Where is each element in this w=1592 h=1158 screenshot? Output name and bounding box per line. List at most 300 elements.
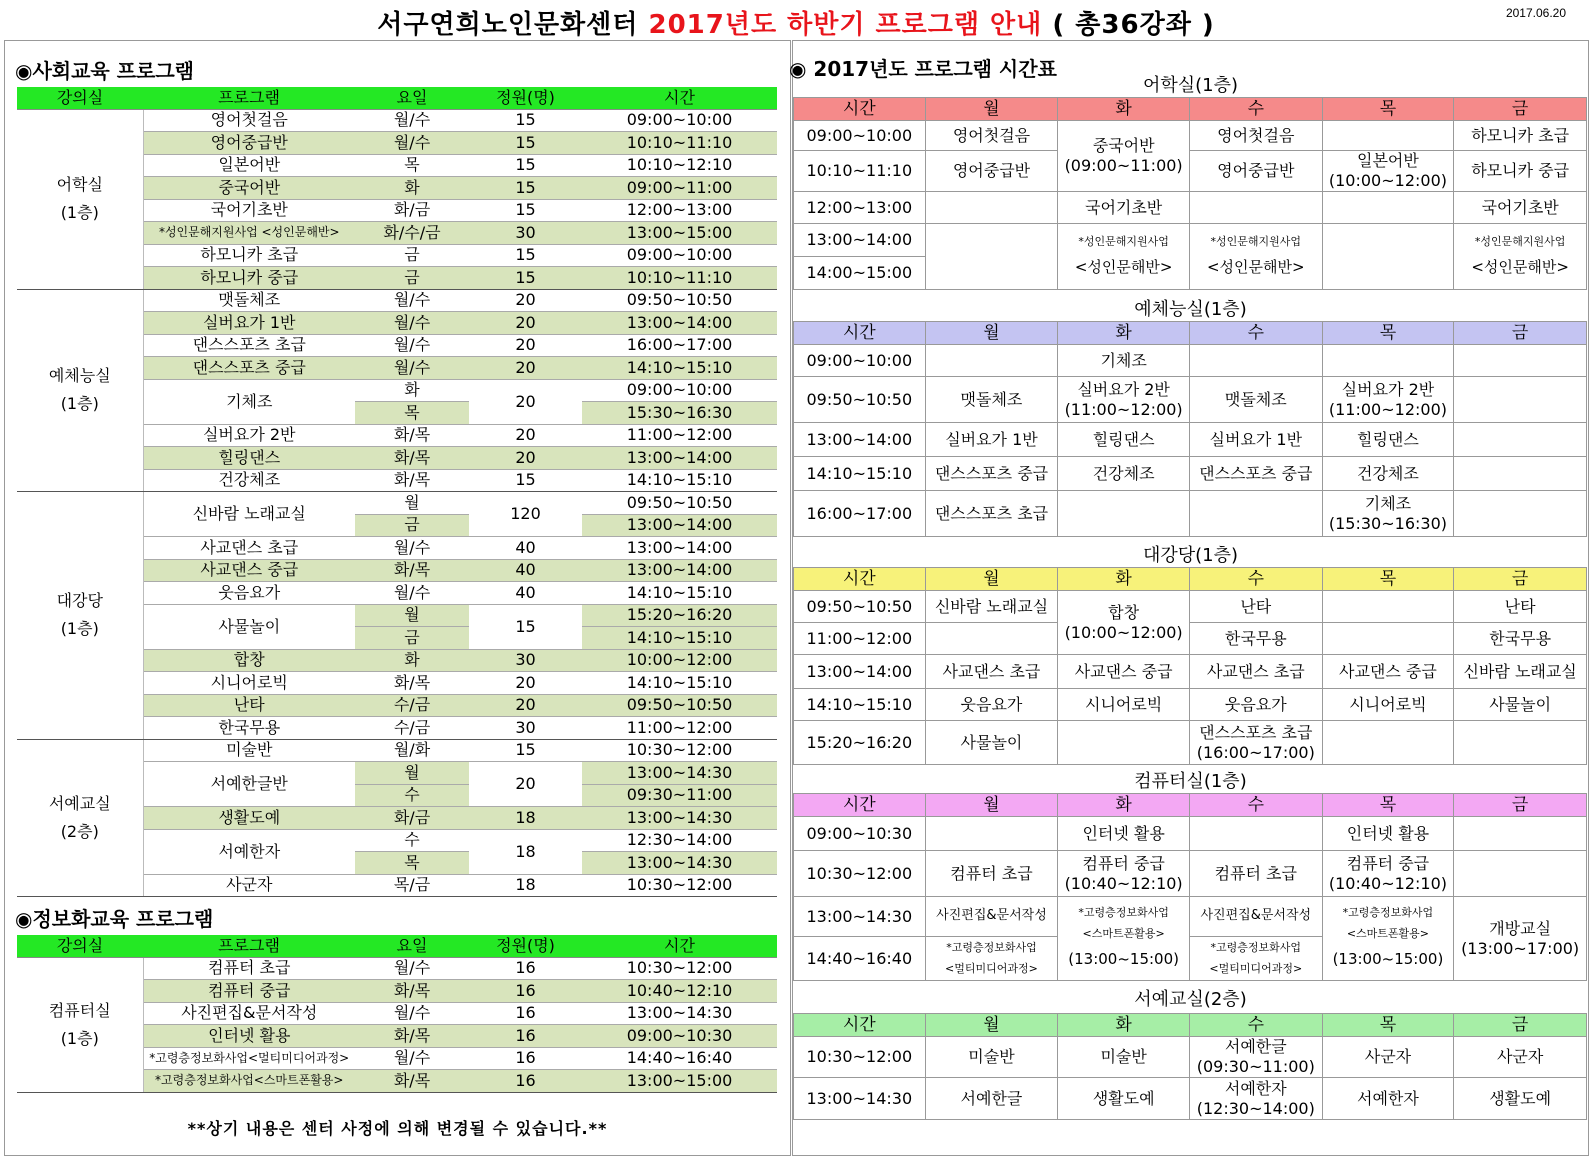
days-cell: 화 [355, 379, 469, 402]
program-cell: 사교댄스 초급 [143, 537, 355, 560]
program-cell: 맷돌체조 [143, 289, 355, 312]
capacity-cell: 15 [469, 132, 582, 155]
hdr-tue: 화 [1058, 98, 1190, 121]
time-cell: 09:50~10:50 [582, 289, 777, 312]
class-cell: 영어중급반 [925, 151, 1058, 192]
class-name: 개방교실 [1489, 918, 1552, 938]
class-cell [1189, 491, 1322, 537]
room-title-calligraphy: 서예교실(2층) [1134, 989, 1247, 1010]
class-cell [1189, 1078, 1322, 1120]
hdr-tue: 화 [1058, 322, 1190, 345]
table-row [794, 491, 1587, 537]
time-cell: 10:40~12:10 [582, 980, 777, 1003]
days-cell: 월/수 [355, 582, 469, 605]
class-cell: 시니어로빅 [1058, 689, 1190, 721]
capacity-cell: 18 [469, 874, 582, 897]
timetable-header [794, 794, 1587, 817]
table-row [794, 423, 1587, 457]
class-cell: 인터넷 활용 [1322, 817, 1454, 851]
class-cell [1189, 345, 1322, 377]
program-cell: 하모니카 초급 [143, 244, 355, 267]
room-floor: (1층) [60, 394, 99, 414]
class-cell [1189, 192, 1322, 224]
program-cell: *고령층정보화사업<멀티미디어과정> [143, 1047, 355, 1070]
room-floor: (1층) [60, 1028, 99, 1048]
hdr-time: 시간 [794, 1014, 926, 1037]
class-cell: 한국무용 [1189, 623, 1322, 655]
class-time: (16:00~17:00) [1196, 742, 1315, 762]
program-cell: 실버요가 1반 [143, 312, 355, 335]
room-floor: (1층) [60, 203, 99, 222]
class-cell [1454, 851, 1587, 897]
class-time: (09:30~11:00) [1196, 1057, 1315, 1076]
class-name: <성인문해반> [1471, 257, 1569, 276]
timetable-header [794, 568, 1587, 591]
right-panel [789, 40, 1589, 1156]
timetable-header [794, 322, 1587, 345]
days-cell: 월 [355, 604, 469, 627]
days-cell: 화/목 [355, 469, 469, 492]
class-cell [1058, 224, 1190, 290]
program-tag: *고령층정보화사업 [946, 940, 1037, 954]
timetable-header [794, 1014, 1587, 1037]
time-cell: 14:10~15:10 [794, 689, 926, 721]
class-cell [1322, 851, 1454, 897]
capacity-cell: 18 [469, 829, 582, 874]
time-cell: 14:10~15:10 [794, 457, 926, 491]
program-cell: 힐링댄스 [143, 447, 355, 470]
class-cell: 인터넷 활용 [1058, 817, 1190, 851]
days-cell: 화/금 [355, 199, 469, 222]
days-cell: 월/수 [355, 289, 469, 312]
room-cell [17, 109, 143, 289]
class-time: (11:00~12:00) [1328, 399, 1447, 419]
room-title-language: 어학실(1층) [1142, 75, 1239, 96]
class-cell: 댄스스포츠 중급 [925, 457, 1058, 491]
room-name: 서예교실 [48, 793, 111, 813]
class-cell: 신바람 노래교실 [1454, 655, 1587, 689]
class-name: 댄스스포츠 초급 [1199, 722, 1313, 742]
class-cell [1189, 817, 1322, 851]
class-time: (13:00~15:00) [1332, 950, 1444, 969]
table-row [794, 897, 1587, 937]
time-cell: 09:00~10:30 [582, 1025, 777, 1048]
program-cell: 컴퓨터 초급 [143, 957, 355, 980]
time-cell: 12:00~13:00 [794, 192, 926, 224]
days-cell: 목 [355, 402, 469, 425]
column-header: 정원(명) [469, 87, 582, 109]
program-cell: 국어기초반 [143, 199, 355, 222]
program-tag: *성인문해지원사업 [1474, 234, 1566, 248]
class-cell [1322, 623, 1454, 655]
days-cell: 월/수 [355, 132, 469, 155]
table-row [794, 655, 1587, 689]
class-cell: 하모니카 중급 [1454, 151, 1587, 192]
hdr-tue: 화 [1058, 568, 1190, 591]
days-cell: 화/금 [355, 807, 469, 830]
capacity-cell: 40 [469, 559, 582, 582]
capacity-cell: 20 [469, 379, 582, 424]
class-cell: 한국무용 [1454, 623, 1587, 655]
class-name: <성인문해반> [1206, 257, 1305, 276]
hdr-thu: 목 [1322, 568, 1454, 591]
section-title-info: ◉정보화교육 프로그램 [15, 907, 214, 931]
class-time: (13:00~17:00) [1461, 938, 1580, 958]
days-cell: 월/수 [355, 537, 469, 560]
class-cell [1454, 817, 1587, 851]
capacity-cell: 20 [469, 762, 582, 807]
time-cell: 10:30~12:00 [582, 874, 777, 897]
issue-date: 2017.06.20 [1505, 6, 1566, 20]
capacity-cell: 18 [469, 807, 582, 830]
class-cell [1189, 224, 1322, 290]
capacity-cell: 16 [469, 957, 582, 980]
class-cell: 생활도예 [1454, 1078, 1587, 1120]
time-cell: 10:10~11:10 [582, 267, 777, 290]
class-cell: 서예한글 [925, 1078, 1058, 1120]
class-cell: 하모니카 초급 [1454, 121, 1587, 151]
days-cell: 목/금 [355, 874, 469, 897]
class-time: (10:00~12:00) [1328, 171, 1447, 190]
program-cell: 서예한자 [143, 829, 355, 874]
table-row [17, 109, 777, 132]
time-cell: 14:10~15:10 [582, 672, 777, 695]
days-cell: 월/수 [355, 957, 469, 980]
hdr-wed: 수 [1189, 98, 1322, 121]
class-cell [1322, 121, 1454, 151]
class-cell [1322, 491, 1454, 537]
class-cell: 영어중급반 [1189, 151, 1322, 192]
class-time: (09:00~11:00) [1064, 156, 1183, 175]
time-cell: 12:30~14:00 [582, 829, 777, 852]
table-row [794, 457, 1587, 491]
days-cell: 금 [355, 267, 469, 290]
program-cell: 사물놀이 [143, 604, 355, 649]
table-row [17, 492, 777, 515]
class-cell: 댄스스포츠 중급 [1189, 457, 1322, 491]
class-time: (10:00~12:00) [1064, 622, 1183, 642]
class-name: 기체조 [1364, 493, 1412, 513]
class-cell [1322, 192, 1454, 224]
class-time: (11:00~12:00) [1064, 399, 1183, 419]
time-cell: 14:00~15:00 [794, 257, 926, 290]
class-cell: 사교댄스 중급 [1058, 655, 1190, 689]
class-name: 서예한글 [1224, 1037, 1287, 1056]
days-cell: 화 [355, 177, 469, 200]
column-header: 시간 [582, 935, 777, 957]
time-cell: 09:50~10:50 [582, 492, 777, 515]
time-cell: 13:00~14:30 [582, 762, 777, 785]
class-cell [925, 817, 1058, 851]
title-highlight: 2017년도 하반기 프로그램 안내 [648, 10, 1043, 40]
class-cell [925, 937, 1058, 981]
class-cell: 사교댄스 초급 [1189, 655, 1322, 689]
hdr-mon: 월 [925, 794, 1058, 817]
class-cell [1322, 897, 1454, 981]
section-title-timetable: ◉ 2017년도 프로그램 시간표 [789, 57, 1057, 81]
program-cell: 댄스스포츠 초급 [143, 334, 355, 357]
hdr-wed: 수 [1189, 1014, 1322, 1037]
timetable-hall [793, 567, 1587, 765]
class-cell: 미술반 [925, 1037, 1058, 1078]
class-cell [1189, 721, 1322, 765]
program-cell: 합창 [143, 649, 355, 672]
hdr-wed: 수 [1189, 322, 1322, 345]
capacity-cell: 16 [469, 1070, 582, 1093]
capacity-cell: 15 [469, 739, 582, 762]
class-cell [1454, 721, 1587, 765]
class-cell [1454, 377, 1587, 423]
days-cell: 화/목 [355, 447, 469, 470]
program-cell: 시니어로빅 [143, 672, 355, 695]
class-cell: 난타 [1454, 591, 1587, 623]
class-cell [1058, 377, 1190, 423]
class-name: 컴퓨터 중급 [1346, 853, 1430, 873]
time-cell: 13:00~14:30 [582, 852, 777, 875]
time-cell: 14:10~15:10 [582, 582, 777, 605]
table-row [794, 1037, 1587, 1078]
class-cell: 힐링댄스 [1058, 423, 1190, 457]
class-cell: 맷돌체조 [925, 377, 1058, 423]
program-cell: 사군자 [143, 874, 355, 897]
program-cell: 영어중급반 [143, 132, 355, 155]
capacity-cell: 16 [469, 1047, 582, 1070]
class-cell [1189, 1037, 1322, 1078]
time-cell: 13:00~14:00 [582, 447, 777, 470]
class-cell: 영어첫걸음 [925, 121, 1058, 151]
program-tag: *성인문해지원사업 [1210, 234, 1302, 248]
class-cell: 댄스스포츠 초급 [925, 491, 1058, 537]
capacity-cell: 15 [469, 604, 582, 649]
days-cell: 화 [355, 649, 469, 672]
time-cell: 16:00~17:00 [582, 334, 777, 357]
table-header [17, 935, 777, 957]
room-cell [17, 289, 143, 492]
table-row [17, 289, 777, 312]
table-row [794, 591, 1587, 623]
class-cell [925, 224, 1058, 290]
room-floor: (2층) [60, 821, 99, 841]
class-name: 합창 [1108, 602, 1140, 622]
hdr-mon: 월 [925, 568, 1058, 591]
hdr-mon: 월 [925, 98, 1058, 121]
days-cell: 월/수 [355, 1047, 469, 1070]
table-row [17, 739, 777, 762]
room-cell [17, 957, 143, 1092]
hdr-tue: 화 [1058, 1014, 1190, 1037]
hdr-mon: 월 [925, 1014, 1058, 1037]
table-row [17, 957, 777, 980]
class-name: 일본어반 [1357, 151, 1419, 170]
capacity-cell: 30 [469, 222, 582, 245]
capacity-cell: 15 [469, 109, 582, 132]
days-cell: 월/수 [355, 334, 469, 357]
time-cell: 15:20~16:20 [582, 604, 777, 627]
capacity-cell: 20 [469, 694, 582, 717]
class-name: 실버요가 2반 [1341, 379, 1435, 399]
class-cell [1322, 345, 1454, 377]
table-row [794, 689, 1587, 721]
hdr-thu: 목 [1322, 322, 1454, 345]
capacity-cell: 15 [469, 267, 582, 290]
class-cell: 생활도예 [1058, 1078, 1190, 1120]
class-name: 컴퓨터 중급 [1082, 853, 1165, 873]
room-name: 어학실 [56, 175, 103, 194]
capacity-cell: 20 [469, 672, 582, 695]
class-cell [1454, 423, 1587, 457]
class-cell [1322, 721, 1454, 765]
class-cell [1454, 224, 1587, 290]
time-cell: 10:10~11:10 [794, 151, 926, 192]
room-name: 대강당 [56, 591, 103, 611]
class-name: 실버요가 2반 [1077, 379, 1170, 399]
class-cell: 사물놀이 [1454, 689, 1587, 721]
column-header: 요일 [355, 935, 469, 957]
capacity-cell: 30 [469, 717, 582, 740]
class-name: <스마트폰활용> [1346, 927, 1430, 941]
room-title-computer: 컴퓨터실(1층) [1134, 771, 1247, 792]
time-cell: 09:50~10:50 [794, 377, 926, 423]
timetable-arts [793, 321, 1587, 537]
program-cell: 컴퓨터 중급 [143, 980, 355, 1003]
class-cell: 사교댄스 초급 [925, 655, 1058, 689]
days-cell: 수 [355, 829, 469, 852]
hdr-tue: 화 [1058, 794, 1190, 817]
timetable-computer [793, 793, 1587, 981]
hdr-mon: 월 [925, 322, 1058, 345]
program-cell: 생활도예 [143, 807, 355, 830]
time-cell: 15:30~16:30 [582, 402, 777, 425]
class-cell [1058, 591, 1190, 655]
table-row [794, 345, 1587, 377]
class-cell: 실버요가 1반 [925, 423, 1058, 457]
program-cell: 한국무용 [143, 717, 355, 740]
hdr-time: 시간 [794, 568, 926, 591]
column-header: 프로그램 [143, 935, 355, 957]
column-header: 정원(명) [469, 935, 582, 957]
days-cell: 화/목 [355, 672, 469, 695]
time-cell: 09:00~10:00 [582, 379, 777, 402]
time-cell: 10:30~12:00 [582, 739, 777, 762]
time-cell: 09:00~10:30 [794, 817, 926, 851]
time-cell: 13:00~15:00 [582, 1070, 777, 1093]
class-cell [1058, 897, 1190, 981]
hdr-wed: 수 [1189, 568, 1322, 591]
social-program-table [17, 87, 777, 897]
class-cell: 사진편집&문서작성 [1189, 897, 1322, 937]
class-cell [1454, 345, 1587, 377]
left-panel [4, 40, 791, 1156]
room-cell [17, 492, 143, 740]
column-header: 강의실 [17, 87, 143, 109]
hdr-fri: 금 [1454, 98, 1587, 121]
days-cell: 화/목 [355, 1070, 469, 1093]
room-cell [17, 739, 143, 897]
capacity-cell: 20 [469, 447, 582, 470]
table-row [794, 721, 1587, 765]
class-time: (10:40~12:10) [1064, 873, 1183, 893]
program-tag: *고령층정보화사업 [1342, 906, 1434, 920]
capacity-cell: 16 [469, 1025, 582, 1048]
time-cell: 14:10~15:10 [582, 627, 777, 650]
program-tag: *고령층정보화사업 [1078, 906, 1169, 920]
class-cell: 신바람 노래교실 [925, 591, 1058, 623]
class-cell: 사물놀이 [925, 721, 1058, 765]
days-cell: 수 [355, 784, 469, 807]
program-cell: 난타 [143, 694, 355, 717]
title-center-name: 서구연희노인문화센터 [377, 10, 639, 40]
days-cell: 월/화 [355, 739, 469, 762]
time-cell: 09:00~10:00 [582, 244, 777, 267]
table-header [17, 87, 777, 109]
column-header: 강의실 [17, 935, 143, 957]
class-time: (10:40~12:10) [1328, 873, 1447, 893]
program-tag: *성인문해지원사업 [1078, 234, 1169, 248]
program-cell: 중국어반 [143, 177, 355, 200]
class-cell [1454, 491, 1587, 537]
capacity-cell: 15 [469, 177, 582, 200]
table-row [794, 151, 1587, 192]
column-header: 시간 [582, 87, 777, 109]
section-title-social: ◉사회교육 프로그램 [15, 59, 194, 83]
hdr-time: 시간 [794, 322, 926, 345]
class-cell [1454, 457, 1587, 491]
class-cell [1322, 151, 1454, 192]
days-cell: 화/목 [355, 424, 469, 447]
time-cell: 13:00~14:00 [794, 423, 926, 457]
days-cell: 월/수 [355, 1002, 469, 1025]
class-name: <멀티미디어과정> [1209, 961, 1303, 975]
class-name: 서예한자 [1224, 1078, 1287, 1098]
class-cell [925, 192, 1058, 224]
capacity-cell: 20 [469, 289, 582, 312]
info-program-table [17, 935, 777, 1093]
class-cell: 사진편집&문서작성 [925, 897, 1058, 937]
class-name: <멀티미디어과정> [945, 961, 1038, 975]
title-count: ( 총36강좌 ) [1052, 10, 1215, 40]
hdr-fri: 금 [1454, 794, 1587, 817]
time-cell: 09:50~10:50 [794, 591, 926, 623]
time-cell: 15:20~16:20 [794, 721, 926, 765]
days-cell: 수/금 [355, 694, 469, 717]
class-cell: 건강체조 [1058, 457, 1190, 491]
capacity-cell: 30 [469, 649, 582, 672]
days-cell: 월/수 [355, 312, 469, 335]
hdr-thu: 목 [1322, 1014, 1454, 1037]
program-cell: 댄스스포츠 중급 [143, 357, 355, 380]
class-cell [925, 345, 1058, 377]
class-cell [1322, 591, 1454, 623]
class-cell: 컴퓨터 초급 [1189, 851, 1322, 897]
capacity-cell: 40 [469, 582, 582, 605]
time-cell: 13:00~14:00 [582, 514, 777, 537]
class-cell: 사교댄스 중급 [1322, 655, 1454, 689]
hdr-fri: 금 [1454, 568, 1587, 591]
days-cell: 월/수 [355, 109, 469, 132]
days-cell: 금 [355, 627, 469, 650]
timetable-language [793, 97, 1587, 290]
time-cell: 10:10~11:10 [582, 132, 777, 155]
class-cell: 서예한자 [1322, 1078, 1454, 1120]
room-name: 예체능실 [48, 366, 111, 386]
time-cell: 11:00~12:00 [794, 623, 926, 655]
room-name: 컴퓨터실 [48, 1000, 111, 1020]
class-time: (15:30~16:30) [1328, 513, 1447, 533]
table-row [794, 851, 1587, 897]
time-cell: 09:30~11:00 [582, 784, 777, 807]
program-cell: 기체조 [143, 379, 355, 424]
time-cell: 13:00~14:00 [582, 559, 777, 582]
